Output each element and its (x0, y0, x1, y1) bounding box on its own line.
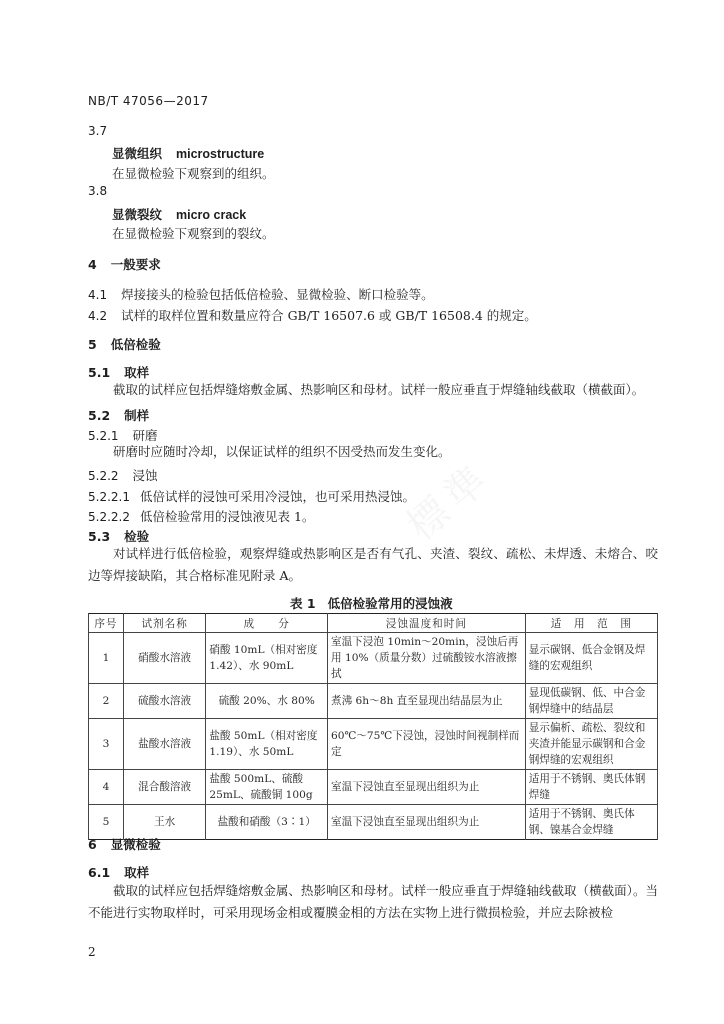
cell-index: 3 (89, 719, 124, 770)
subsection-heading: 6.1 取样 (88, 865, 150, 880)
clause-number: 3.7 (88, 124, 108, 138)
cell-composition: 盐酸 500mL、硫酸 25mL、硫酸铜 100g (206, 770, 328, 805)
section-heading: 5 低倍检验 (88, 337, 161, 352)
table-row (89, 805, 658, 840)
cell-scope: 显现低碳钢、低、中合金钢焊缝中的结晶层 (525, 684, 657, 719)
cell-composition: 硝酸 10mL（相对密度 1.42）、水 90mL (206, 633, 328, 684)
term-chinese: 显微组织 (112, 146, 163, 161)
clause-4-2: 4.2 试样的取样位置和数量应符合 GB/T 16507.6 或 GB/T 16508.4 的规定。 (88, 308, 537, 323)
clause-5-2-2-1: 5.2.2.1 低倍试样的浸蚀可采用冷浸蚀，也可采用热浸蚀。 (88, 489, 415, 504)
section-heading: 4 一般要求 (88, 257, 161, 272)
paragraph: 截取的试样应包括焊缝熔敷金属、热影响区和母材。试样一般应垂直于焊缝轴线截取（横截面）。当不能进行实物取样时，可采用现场金相或覆膜金相的方法在实物上进行微损检验，并应去除被检 (88, 883, 658, 920)
paragraph: 截取的试样应包括焊缝熔敷金属、热影响区和母材。试样一般应垂直于焊缝轴线截取（横截面）。 (113, 382, 645, 397)
paragraph: 研磨时应随时冷却，以保证试样的组织不因受热而发生变化。 (113, 444, 451, 459)
clause-5-2-2-2: 5.2.2.2 低倍检验常用的浸蚀液见表 1。 (88, 509, 315, 524)
header-cell: 成 分 (206, 614, 328, 633)
document-header: NB/T 47056—2017 (88, 94, 209, 108)
cell-conditions: 室温下浸泡 10min～20min，浸蚀后再用 10%（质量分数）过硫酸铵水溶液擦拭 (328, 633, 526, 684)
clause-4-1: 4.1 焊接接头的检验包括低倍检验、显微检验、断口检验等。 (88, 287, 434, 302)
cell-reagent: 硫酸水溶液 (123, 684, 205, 719)
cell-scope: 适用于不锈钢、奥氏体钢、镍基合金焊缝 (525, 805, 657, 840)
subsection-heading: 5.2 制样 (88, 408, 150, 423)
table-caption: 表 1 低倍检验常用的浸蚀液 (290, 596, 453, 611)
header-cell: 适 用 范 围 (525, 614, 657, 633)
cell-conditions: 60℃～75℃下浸蚀，浸蚀时间视制样而定 (328, 719, 526, 770)
section-heading: 6 显微检验 (88, 837, 161, 852)
cell-scope: 适用于不锈钢、奥氏体钢焊缝 (525, 770, 657, 805)
table-row (89, 719, 658, 770)
term-definition: 在显微检验下观察到的裂纹。 (112, 226, 275, 241)
subsection-heading: 5.3 检验 (88, 529, 150, 544)
cell-scope: 显示碳钢、低合金钢及焊缝的宏观组织 (525, 633, 657, 684)
term-english: microstructure (176, 147, 265, 161)
table-row (89, 770, 658, 805)
term-english: micro crack (176, 208, 247, 222)
clause-number: 3.8 (88, 184, 108, 198)
page-number: 2 (88, 945, 96, 959)
term-definition: 在显微检验下观察到的组织。 (112, 166, 275, 181)
cell-index: 4 (89, 770, 124, 805)
subsection-heading: 5.2.1 研磨 (88, 428, 158, 443)
cell-index: 1 (89, 633, 124, 684)
cell-composition: 硫酸 20%、水 80% (206, 684, 328, 719)
cell-scope: 显示偏析、疏松、裂纹和夹渣并能显示碳钢和合金钢焊缝的宏观组织 (525, 719, 657, 770)
term-heading (112, 143, 264, 162)
cell-index: 5 (89, 805, 124, 840)
cell-index: 2 (89, 684, 124, 719)
table-row (89, 633, 658, 684)
subsection-heading: 5.2.2 浸蚀 (88, 468, 158, 483)
table-header-row (89, 614, 658, 633)
watermark: 標準 (398, 452, 502, 550)
cell-conditions: 室温下浸蚀直至显现出组织为止 (328, 770, 526, 805)
subsection-heading: 5.1 取样 (88, 365, 150, 380)
cell-reagent: 盐酸水溶液 (123, 719, 205, 770)
header-cell: 浸蚀温度和时间 (328, 614, 526, 633)
cell-conditions: 室温下浸蚀直至显现出组织为止 (328, 805, 526, 840)
cell-reagent: 王水 (123, 805, 205, 840)
cell-composition: 盐酸和硝酸（3∶1） (206, 805, 328, 840)
cell-reagent: 硝酸水溶液 (123, 633, 205, 684)
table-row (89, 684, 658, 719)
paragraph: 对试样进行低倍检验，观察焊缝或热影响区是否有气孔、夹渣、裂纹、疏松、未焊透、未熔合、咬边等焊接缺陷，其合格标准见附录 A。 (88, 546, 658, 583)
header-cell: 序号 (89, 614, 124, 633)
term-chinese: 显微裂纹 (112, 207, 163, 222)
cell-reagent: 混合酸溶液 (123, 770, 205, 805)
header-cell: 试剂名称 (123, 614, 205, 633)
cell-composition: 盐酸 50mL（相对密度 1.19）、水 50mL (206, 719, 328, 770)
cell-conditions: 煮沸 6h～8h 直至显现出结晶层为止 (328, 684, 526, 719)
etchant-table (88, 613, 658, 840)
term-heading (112, 204, 246, 223)
